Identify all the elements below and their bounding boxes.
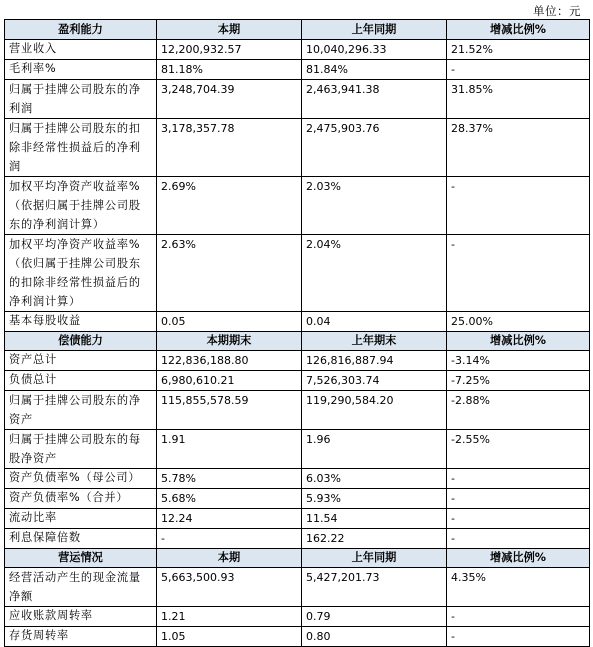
unit-label: 单位：元 — [533, 4, 581, 18]
column-header: 增减比例% — [447, 20, 590, 40]
change-percent: -7.25% — [447, 371, 590, 391]
table-row — [5, 469, 590, 489]
current-value: 3,178,357.78 — [157, 119, 302, 177]
operations-header-row — [5, 549, 590, 568]
change-percent: -2.55% — [447, 430, 590, 469]
prior-value: 162.22 — [302, 529, 447, 549]
column-header: 上年期末 — [302, 332, 447, 351]
change-percent: - — [447, 235, 590, 312]
change-percent: - — [447, 60, 590, 80]
prior-value: 0.04 — [302, 312, 447, 332]
row-label: 毛利率% — [5, 60, 157, 80]
row-label: 归属于挂牌公司股东的净利润 — [5, 80, 157, 119]
row-label: 归属于挂牌公司股东的每股净资产 — [5, 430, 157, 469]
table-row — [5, 430, 590, 469]
row-label: 营业收入 — [5, 40, 157, 60]
current-value: 2.69% — [157, 177, 302, 235]
row-label: 加权平均净资产收益率%（依归属于挂牌公司股东的扣除非经常性损益后的净利润计算） — [5, 235, 157, 312]
change-percent: - — [447, 529, 590, 549]
row-label: 资产负债率%（母公司） — [5, 469, 157, 489]
prior-value: 11.54 — [302, 509, 447, 529]
row-label: 加权平均净资产收益率%（依据归属于挂牌公司股东的净利润计算） — [5, 177, 157, 235]
table-row — [5, 60, 590, 80]
prior-value: 5.93% — [302, 489, 447, 509]
column-header: 本期期末 — [157, 332, 302, 351]
current-value: 0.05 — [157, 312, 302, 332]
financial-indicators-table — [4, 19, 590, 647]
solvency-header-row — [5, 332, 590, 351]
change-percent: 31.85% — [447, 80, 590, 119]
change-percent: - — [447, 177, 590, 235]
table-row — [5, 119, 590, 177]
change-percent: -3.14% — [447, 351, 590, 371]
row-label: 存货周转率 — [5, 627, 157, 647]
current-value: 6,980,610.21 — [157, 371, 302, 391]
table-row — [5, 351, 590, 371]
current-value: 1.91 — [157, 430, 302, 469]
table-row — [5, 529, 590, 549]
table-row — [5, 235, 590, 312]
prior-value: 0.79 — [302, 607, 447, 627]
change-percent: 28.37% — [447, 119, 590, 177]
current-value: - — [157, 529, 302, 549]
row-label: 归属于挂牌公司股东的扣除非经常性损益后的净利润 — [5, 119, 157, 177]
current-value: 122,836,188.80 — [157, 351, 302, 371]
change-percent: 25.00% — [447, 312, 590, 332]
table-row — [5, 568, 590, 607]
prior-value: 6.03% — [302, 469, 447, 489]
row-label: 负债总计 — [5, 371, 157, 391]
current-value: 3,248,704.39 — [157, 80, 302, 119]
table-row — [5, 40, 590, 60]
column-header: 营运情况 — [5, 549, 157, 568]
prior-value: 2.03% — [302, 177, 447, 235]
table-row — [5, 312, 590, 332]
current-value: 12,200,932.57 — [157, 40, 302, 60]
current-value: 5.68% — [157, 489, 302, 509]
change-percent: -2.88% — [447, 391, 590, 430]
row-label: 基本每股收益 — [5, 312, 157, 332]
current-value: 5,663,500.93 — [157, 568, 302, 607]
change-percent: - — [447, 489, 590, 509]
prior-value: 0.80 — [302, 627, 447, 647]
column-header: 本期 — [157, 20, 302, 40]
change-percent: - — [447, 469, 590, 489]
prior-value: 2,475,903.76 — [302, 119, 447, 177]
prior-value: 126,816,887.94 — [302, 351, 447, 371]
table-row — [5, 627, 590, 647]
column-header: 增减比例% — [447, 332, 590, 351]
row-label: 应收账款周转率 — [5, 607, 157, 627]
row-label: 资产总计 — [5, 351, 157, 371]
change-percent: - — [447, 509, 590, 529]
prior-value: 2,463,941.38 — [302, 80, 447, 119]
column-header: 上年同期 — [302, 549, 447, 568]
prior-value: 119,290,584.20 — [302, 391, 447, 430]
prior-value: 2.04% — [302, 235, 447, 312]
prior-value: 5,427,201.73 — [302, 568, 447, 607]
row-label: 资产负债率%（合并） — [5, 489, 157, 509]
table-row — [5, 489, 590, 509]
column-header: 增减比例% — [447, 549, 590, 568]
current-value: 2.63% — [157, 235, 302, 312]
profitability-header-row — [5, 20, 590, 40]
change-percent: 21.52% — [447, 40, 590, 60]
change-percent: - — [447, 627, 590, 647]
table-row — [5, 371, 590, 391]
table-row — [5, 607, 590, 627]
row-label: 经营活动产生的现金流量净额 — [5, 568, 157, 607]
current-value: 5.78% — [157, 469, 302, 489]
change-percent: 4.35% — [447, 568, 590, 607]
row-label: 利息保障倍数 — [5, 529, 157, 549]
column-header: 偿债能力 — [5, 332, 157, 351]
prior-value: 10,040,296.33 — [302, 40, 447, 60]
prior-value: 1.96 — [302, 430, 447, 469]
current-value: 81.18% — [157, 60, 302, 80]
current-value: 1.05 — [157, 627, 302, 647]
current-value: 1.21 — [157, 607, 302, 627]
table-row — [5, 509, 590, 529]
row-label: 归属于挂牌公司股东的净资产 — [5, 391, 157, 430]
row-label: 流动比率 — [5, 509, 157, 529]
table-row — [5, 177, 590, 235]
current-value: 12.24 — [157, 509, 302, 529]
prior-value: 7,526,303.74 — [302, 371, 447, 391]
table-row — [5, 391, 590, 430]
column-header: 上年同期 — [302, 20, 447, 40]
table-row — [5, 80, 590, 119]
change-percent: - — [447, 607, 590, 627]
column-header: 盈利能力 — [5, 20, 157, 40]
prior-value: 81.84% — [302, 60, 447, 80]
column-header: 本期 — [157, 549, 302, 568]
current-value: 115,855,578.59 — [157, 391, 302, 430]
